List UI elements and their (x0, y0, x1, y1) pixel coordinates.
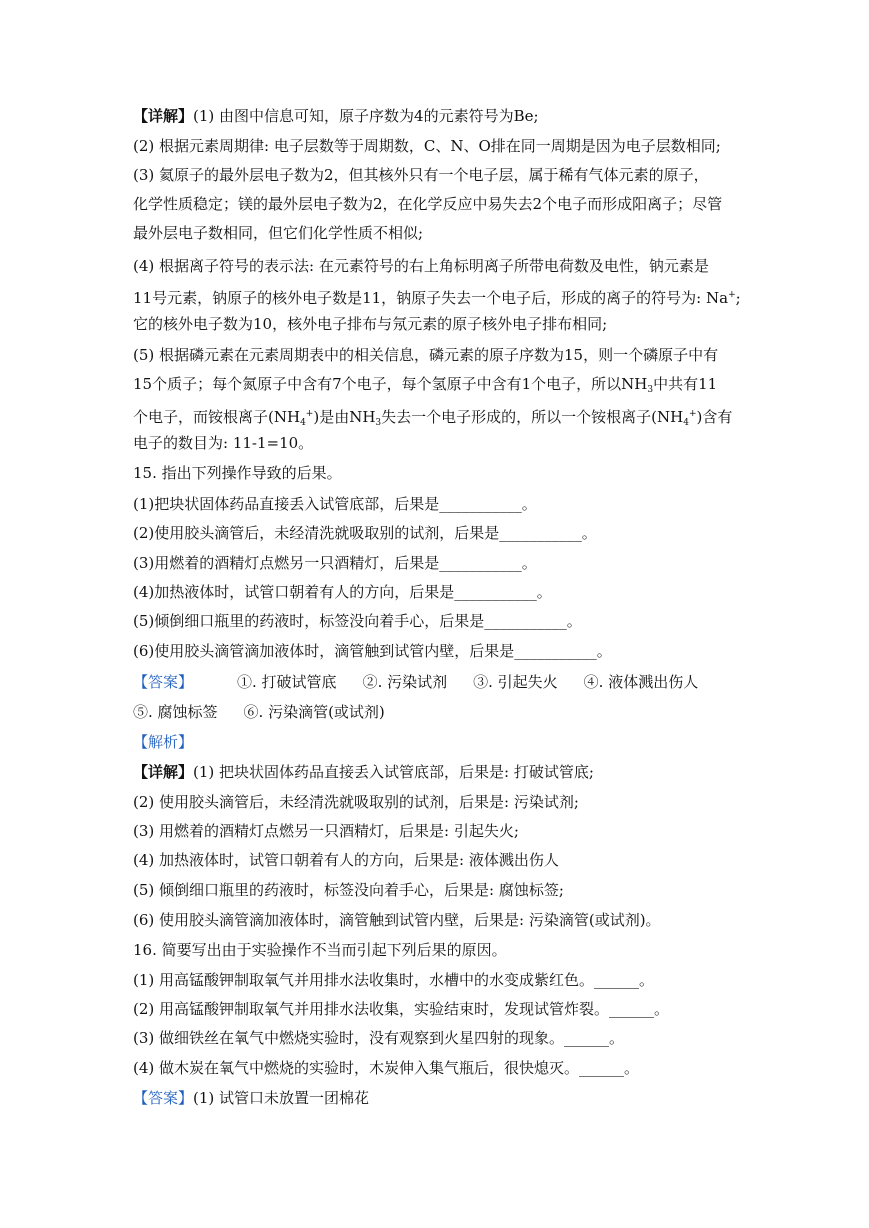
answer-row-1 (133, 672, 698, 692)
detail-line-10 (133, 374, 717, 400)
text-segment: 个电子，而铵根离子(NH (133, 408, 301, 426)
question-15-item-5: (5)倾倒细口瓶里的药液时，标签没向着手心，后果是___________。 (133, 612, 582, 630)
q15-detail-3: (3) 用燃着的酒精灯点燃另一只酒精灯，后果是: 引起失火; (133, 822, 519, 840)
subscript: 3 (375, 418, 382, 428)
q15-detail-1 (133, 762, 594, 782)
question-15-item-4: (4)加热液体时，试管口朝着有人的方向，后果是___________。 (133, 583, 552, 601)
answer-item: ②. 污染试剂 (362, 673, 448, 691)
q16-answer-line (133, 1088, 369, 1108)
detail-line-7 (133, 285, 741, 308)
detail-line-6: (4) 根据离子符号的表示法: 在元素符号的右上角标明离子所带电荷数及电性，钠元素是 (133, 257, 709, 275)
detail-line-2: (2) 根据元素周期律: 电子层数等于周期数，C、N、O排在同一周期是因为电子层数相同; (133, 137, 721, 155)
detail-line-4: 化学性质稳定；镁的最外层电子数为2，在化学反应中易失去2个电子而形成阳离子；尽管 (133, 195, 723, 213)
answer-item: ③. 引起失火 (473, 673, 558, 691)
answer-item: ⑤. 腐蚀标签 (133, 703, 218, 721)
detail-line-5: 最外层电子数相同，但它们化学性质不相似; (133, 224, 424, 242)
q15-detail-2: (2) 使用胶头滴管后，未经清洗就吸取别的试剂，后果是: 污染试剂; (133, 793, 579, 811)
answer-item: ①. 打破试管底 (237, 673, 337, 691)
answer-text: (1) 试管口未放置一团棉花 (193, 1089, 370, 1107)
q15-detail-5: (5) 倾倒细口瓶里的药液时，标签没向着手心，后果是: 腐蚀标签; (133, 881, 564, 899)
superscript: + (305, 409, 314, 419)
text-segment: 失去一个电子形成的，所以一个铵根离子(NH (381, 408, 684, 426)
answer-row-2 (133, 702, 385, 722)
superscript: + (728, 290, 736, 300)
detail-line-3: (3) 氦原子的最外层电子数为2，但其核外只有一个电子层，属于稀有气体元素的原子， (133, 166, 709, 184)
question-15-title: 15. 指出下列操作导致的后果。 (133, 464, 342, 482)
text-segment: 11号元素，钠原子的核外电子数是11，钠原子失去一个电子后，形成的离子的符号为: Na (133, 289, 729, 307)
analysis-tag: 【解析】 (133, 733, 194, 751)
detail-line-11 (133, 404, 732, 433)
question-15-item-6: (6)使用胶头滴管滴加液体时，滴管触到试管内壁，后果是___________。 (133, 642, 612, 660)
text-segment: )含有 (696, 408, 733, 426)
detail-line-1 (133, 106, 539, 126)
answer-tag: 【答案】 (133, 673, 194, 691)
detail-line-8: 它的核外电子数为10，核外电子排布与氖元素的原子核外电子排布相同; (133, 315, 608, 333)
question-16-item-1: (1) 用高锰酸钾制取氧气并用排水法收集时，水槽中的水变成紫红色。______。 (133, 971, 655, 989)
subscript: 3 (647, 385, 654, 395)
text-segment: )是由NH (313, 408, 376, 426)
question-15-item-2: (2)使用胶头滴管后，未经清洗就吸取别的试剂，后果是___________。 (133, 524, 597, 542)
subscript: 4 (683, 418, 689, 428)
question-15-item-1: (1)把块状固体药品直接丢入试管底部，后果是___________。 (133, 495, 537, 513)
text-segment: ; (735, 289, 741, 307)
subscript: 4 (300, 418, 306, 428)
question-16-item-2: (2) 用高锰酸钾制取氧气并用排水法收集，实验结束时，发现试管炸裂。______。 (133, 1000, 670, 1018)
detail-text: (1) 由图中信息可知，原子序数为4的元素符号为Be; (193, 107, 539, 125)
text-segment: 中共有11 (653, 375, 718, 393)
detail-tag: 【详解】 (133, 763, 194, 781)
text-segment: 15个质子；每个氮原子中含有7个电子，每个氢原子中含有1个电子，所以NH (133, 375, 648, 393)
question-16-title: 16. 简要写出由于实验操作不当而引起下列后果的原因。 (133, 941, 507, 959)
superscript: + (688, 409, 697, 419)
detail-line-9: (5) 根据磷元素在元素周期表中的相关信息，磷元素的原子序数为15，则一个磷原子中有 (133, 346, 719, 364)
question-15-item-3: (3)用燃着的酒精灯点燃另一只酒精灯，后果是___________。 (133, 554, 537, 572)
answer-tag: 【答案】 (133, 1089, 194, 1107)
question-16-item-4: (4) 做木炭在氧气中燃烧的实验时，木炭伸入集气瓶后，很快熄灭。______。 (133, 1059, 640, 1077)
detail-line-12: 电子的数目为: 11-1=10。 (133, 434, 314, 452)
detail-text: (1) 把块状固体药品直接丢入试管底部，后果是: 打破试管底; (193, 763, 594, 781)
question-16-item-3: (3) 做细铁丝在氧气中燃烧实验时，没有观察到火星四射的现象。______。 (133, 1029, 625, 1047)
answer-item: ④. 液体溅出伤人 (583, 673, 699, 691)
q15-detail-6: (6) 使用胶头滴管滴加液体时，滴管触到试管内壁，后果是: 污染滴管(或试剂)。 (133, 911, 661, 929)
q15-detail-4: (4) 加热液体时，试管口朝着有人的方向，后果是: 液体溅出伤人 (133, 851, 559, 869)
detail-tag: 【详解】 (133, 107, 194, 125)
answer-item: ⑥. 污染滴管(或试剂) (243, 703, 385, 721)
